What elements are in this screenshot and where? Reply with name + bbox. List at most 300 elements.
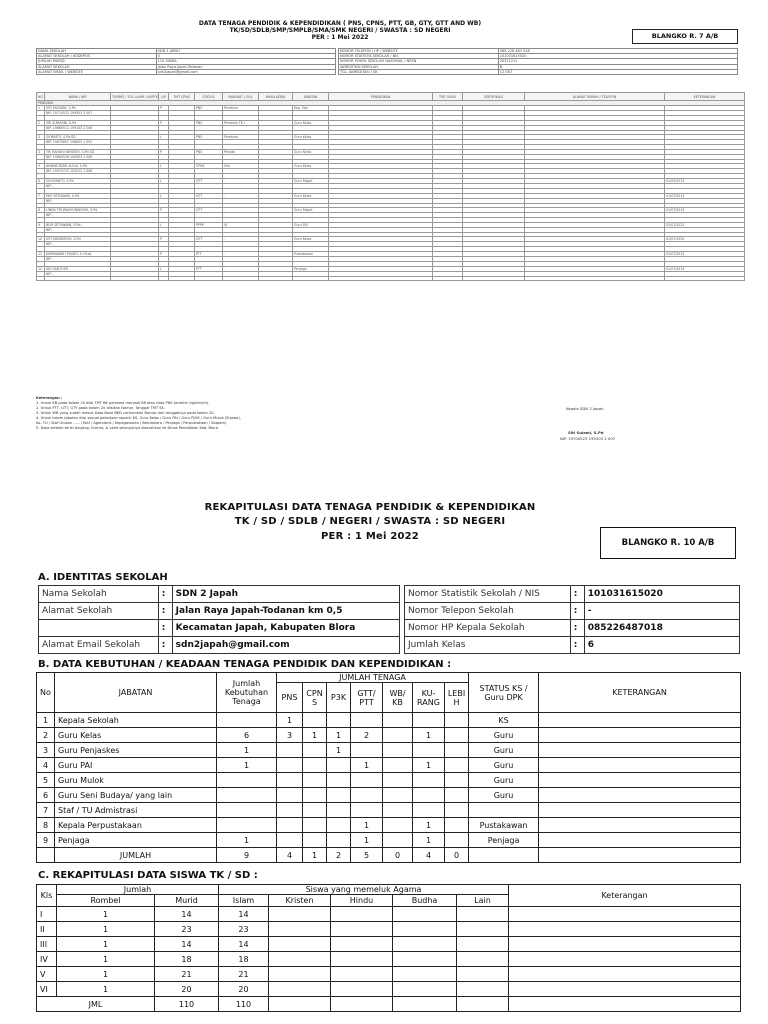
cell-status: Penjaga (469, 833, 539, 848)
sheet7-header: ALAMAT RUMAH / TELEPON (525, 93, 665, 101)
row-no: 7 (37, 193, 45, 198)
row-no: 10 (37, 237, 45, 242)
col-agama-2: Hindu (331, 895, 393, 907)
sheet7-staff-table (36, 92, 745, 281)
col-tenaga-4: WB/ KB (383, 683, 413, 713)
table-row (37, 907, 741, 922)
row-jabatan: Pustakawan (293, 251, 329, 256)
cell (393, 997, 457, 1012)
cell (37, 276, 45, 281)
cell-kurang (413, 803, 445, 818)
col-status: STATUS KS / Guru DPK (469, 673, 539, 713)
cell-islam: 23 (219, 922, 269, 937)
table-row (37, 743, 741, 758)
cell-kurang: 1 (413, 758, 445, 773)
identity-row (39, 586, 400, 603)
cell-status: KS (469, 713, 539, 728)
cell-gtt: 2 (351, 728, 383, 743)
row-no: 12 (37, 266, 45, 271)
identity-label: Alamat Sekolah (39, 603, 159, 620)
row-status: PNS (195, 120, 223, 125)
sheet7-header: MASA KERJA (259, 93, 293, 101)
identity-key: ALAMAT EMAIL / WEBSITE (37, 69, 157, 74)
identity-value: Jalan Raya Japah-Todanan (156, 64, 335, 69)
cell-keb (217, 818, 277, 833)
row-gender: L (159, 135, 169, 140)
col-agama: Siswa yang memeluk Agama (219, 885, 509, 895)
cell-gtt: 1 (351, 818, 383, 833)
row-status: PNS (195, 106, 223, 111)
row-no: 8 (37, 208, 45, 213)
cell-pns: 1 (277, 713, 303, 728)
cell-keterangan (509, 952, 741, 967)
row-name: NUR SETYAWAN, S.Pd.I (45, 222, 111, 227)
row-status: GTT (195, 193, 223, 198)
cell-keb: 1 (217, 833, 277, 848)
identity-value: 110 SISWA (156, 59, 335, 64)
identity-key: NAMA SEKOLAH (37, 49, 157, 54)
identity-row (39, 620, 400, 637)
identity-value: B (498, 64, 737, 69)
row-pangkat: - (223, 237, 259, 242)
cell-p3k (327, 773, 351, 788)
row-keterangan: 01/07/2020 (665, 237, 745, 242)
row-nip: NIP. 19680511 199103 2 006 (45, 125, 111, 130)
row-pangkat: Pembina (223, 106, 259, 111)
identity-label: Nomor Telepon Sekolah (405, 603, 571, 620)
row-nip: NIP. 19710523 199303 2 007 (45, 111, 111, 116)
cell-ket (539, 788, 741, 803)
row-nip: NIP. - (45, 256, 111, 261)
identity-key: NOMOR POKOK SEKOLAH NASIONAL / NPSN (339, 59, 499, 64)
row-gender: P (159, 106, 169, 111)
main-subtitle: TK / SD / SDLB / NEGERI / SWASTA : SD NEGERI (234, 516, 506, 527)
cell-pns: 3 (277, 728, 303, 743)
cell-lebih (445, 728, 469, 743)
row-jabatan: Guru Kelas (293, 193, 329, 198)
row-nip: NIP. 19970725 202012 1 008 (45, 169, 111, 174)
sheet7-header: TEMPAT / TGL LAHIR / NUPTK (112, 94, 158, 99)
sheet7-blangko: BLANGKO R. 7 A/B (632, 29, 738, 44)
cell-status: Pustakawan (469, 818, 539, 833)
cell-cpns (303, 818, 327, 833)
identity-separator: : (570, 586, 584, 603)
cell-jabatan: Kepala Sekolah (55, 713, 217, 728)
cell-kls: VI (37, 982, 57, 997)
cell-wb (383, 758, 413, 773)
cell-keb: 1 (217, 743, 277, 758)
identity-separator: : (570, 620, 584, 637)
col-agama-3: Budha (393, 895, 457, 907)
row-jabatan: Guru Kelas (293, 237, 329, 242)
cell-keb (217, 788, 277, 803)
sheet7-header: SERTIFIKASI (463, 93, 525, 101)
total-ket (539, 848, 741, 863)
sheet7-notes (36, 396, 241, 431)
row-name: SITI MASRUROH, S.Pd (45, 237, 111, 242)
cell-budha (393, 982, 457, 997)
cell-keterangan (509, 922, 741, 937)
sign-place: Kepala SDN 2 Japah (566, 406, 604, 411)
row-gender: P (159, 208, 169, 213)
cell-budha (393, 922, 457, 937)
row-pangkat: III/a (223, 164, 259, 169)
row-keterangan: 01/07/2019 (665, 208, 745, 213)
note-line: 1. Untuk KB pada kolom 20 diisi TMT BK pertama menjadi KB atau data PNS terakhir (tgl/bln/th). (36, 401, 210, 405)
row-pangkat: Pembina (223, 135, 259, 140)
row-keterangan: 01/07/2012 (665, 251, 745, 256)
row-name: KURNIAWATI PUJIATI, S.I.Pust (45, 251, 111, 256)
sheet7-section-label: PENDIDIK (37, 101, 745, 106)
row-gender: P (159, 120, 169, 125)
row-jabatan: Kep. Sek (293, 106, 329, 111)
cell-lain (457, 922, 509, 937)
row-status: GTT (195, 237, 223, 242)
cell-jabatan: Penjaga (55, 833, 217, 848)
identity-separator: : (158, 637, 172, 654)
cell-kristen (269, 967, 331, 982)
identity-value: 12 OKT (498, 69, 737, 74)
cell-islam: 14 (219, 937, 269, 952)
cell-ket (539, 803, 741, 818)
identity-value: 101031615020 (498, 54, 737, 59)
cell-cpns (303, 833, 327, 848)
table-row (37, 788, 741, 803)
cell-rombel: 1 (57, 982, 155, 997)
student-recap-table (36, 884, 741, 1012)
sheet7-header: NO (38, 94, 43, 99)
col-jumlah-tenaga: JUMLAH TENAGA (277, 673, 469, 683)
note-line: 4. Untuk kolom Jabatan diisi sesuai pekerjaan seperti KS, Guru Kelas / Guru PAI / Guru PJOK / Guru Mulok (B.Jawa), (36, 416, 241, 420)
identity-label: Alamat Email Sekolah (39, 637, 159, 654)
cell-pns (277, 788, 303, 803)
cell-gtt (351, 788, 383, 803)
total-lebih: 0 (445, 848, 469, 863)
cell-no: 2 (37, 728, 55, 743)
cell-gtt: 1 (351, 833, 383, 848)
row-status: PPPK (195, 222, 223, 227)
cell-kurang: 1 (413, 728, 445, 743)
cell-p3k (327, 788, 351, 803)
col-kls: Kls (37, 885, 57, 907)
cell-kurang: 1 (413, 818, 445, 833)
row-pangkat: Pembina TK.I (223, 120, 259, 125)
cell-no: 3 (37, 743, 55, 758)
row-nip: NIP. - (45, 213, 111, 218)
col-rombel: Rombel (57, 895, 155, 907)
total-keb: 9 (217, 848, 277, 863)
row-no: 1 (37, 106, 45, 111)
identity-key: NOMOR TELEPON / HP / WEBSITE (339, 49, 499, 54)
identity-value: - (584, 603, 739, 620)
cell-p3k (327, 818, 351, 833)
col-tenaga-3: GTT/ PTT (351, 683, 383, 713)
cell-kristen (269, 907, 331, 922)
cell (223, 276, 259, 281)
cell-kurang (413, 713, 445, 728)
cell-pns (277, 818, 303, 833)
cell-no: 6 (37, 788, 55, 803)
sheet7-row (37, 276, 745, 281)
cell-kristen (269, 982, 331, 997)
cell-murid: 14 (155, 937, 219, 952)
identity-row (339, 69, 738, 74)
cell-islam: 20 (219, 982, 269, 997)
cell-hindu (331, 907, 393, 922)
cell-status: Guru (469, 728, 539, 743)
note-line: 2. Untuk PTT, GTT, GTY pada kolom 20 diisikan Nomor, Tanggal TMT SK. (36, 406, 165, 410)
row-no: 3 (37, 135, 45, 140)
sheet-r7 (0, 0, 768, 480)
cell-lebih (445, 803, 469, 818)
cell (665, 276, 745, 281)
cell-p3k: 1 (327, 743, 351, 758)
cell-wb (383, 743, 413, 758)
identity-key: NOMOR STATISTIK SEKOLAH / NIS (339, 54, 499, 59)
row-pangkat: - (223, 193, 259, 198)
cell-pns (277, 743, 303, 758)
table-row (37, 773, 741, 788)
cell-lebih (445, 713, 469, 728)
row-status: PTT (195, 266, 223, 271)
cell-lain (457, 967, 509, 982)
cell-jabatan: Guru Seni Budaya/ yang lain (55, 788, 217, 803)
sheet7-identity-right (338, 48, 738, 75)
cell-hindu (331, 967, 393, 982)
identity-value: 0 (156, 54, 335, 59)
cell-kls: III (37, 937, 57, 952)
identity-row (39, 637, 400, 654)
total-row (37, 997, 741, 1012)
row-name: AHMAD RIZKI AULIA, S.Pd (45, 164, 111, 169)
col-agama-1: Kristen (269, 895, 331, 907)
sheet7-date: PER : 1 Mei 2022 (311, 34, 369, 41)
cell-cpns (303, 743, 327, 758)
cell-rombel: 1 (57, 907, 155, 922)
cell-hindu (331, 922, 393, 937)
identity-key: ALAMAT SEKOLAH (37, 64, 157, 69)
cell-no: 9 (37, 833, 55, 848)
cell-no: 4 (37, 758, 55, 773)
cell-status: Guru (469, 788, 539, 803)
total-label: JML (37, 997, 155, 1012)
total-pns: 4 (277, 848, 303, 863)
table-row (37, 818, 741, 833)
cell-kls: V (37, 967, 57, 982)
total-wb: 0 (383, 848, 413, 863)
cell-pns (277, 773, 303, 788)
table-row (37, 833, 741, 848)
row-nip: NIP. - (45, 271, 111, 276)
row-name: TRI RAHAYU NINGSIH, S.Pd.SD (45, 149, 111, 154)
sheet7-header: KETERANGAN (665, 93, 745, 101)
cell-budha (393, 907, 457, 922)
col-jumlah: Jumlah (57, 885, 219, 895)
cell-kurang (413, 743, 445, 758)
cell-keterangan (509, 967, 741, 982)
identity-row (405, 620, 740, 637)
table-row (37, 713, 741, 728)
cell-budha (393, 967, 457, 982)
cell-rombel: 1 (57, 922, 155, 937)
identity-key: JUMLAH MURID (37, 59, 157, 64)
cell-kurang: 1 (413, 833, 445, 848)
cell (463, 276, 525, 281)
cell-status: Guru (469, 758, 539, 773)
identity-row (39, 603, 400, 620)
total-cpns: 1 (303, 848, 327, 863)
table-row (37, 728, 741, 743)
col-no: No (37, 673, 55, 713)
cell-cpns (303, 773, 327, 788)
cell (169, 276, 195, 281)
row-no: 9 (37, 222, 45, 227)
main-date: PER : 1 Mei 2022 (321, 531, 419, 542)
cell-lebih (445, 758, 469, 773)
sheet7-header: PENDIDIKAN (329, 93, 433, 101)
col-tenaga-0: PNS (277, 683, 303, 713)
cell-keterangan (509, 982, 741, 997)
row-gender: L (159, 178, 169, 183)
cell (293, 276, 329, 281)
total-murid: 110 (155, 997, 219, 1012)
cell-lain (457, 982, 509, 997)
row-gender: P (159, 149, 169, 154)
row-no: 6 (37, 178, 45, 183)
cell-wb (383, 833, 413, 848)
cell-wb (383, 773, 413, 788)
table-row (37, 967, 741, 982)
cell (45, 276, 111, 281)
table-row (37, 803, 741, 818)
cell-gtt (351, 743, 383, 758)
cell-wb (383, 713, 413, 728)
row-jabatan: Guru PAI (293, 222, 329, 227)
cell-status (469, 803, 539, 818)
row-nip: NIP. - (45, 227, 111, 232)
identity-value: SDN 2 Japah (172, 586, 399, 603)
cell-p3k (327, 713, 351, 728)
cell-murid: 23 (155, 922, 219, 937)
cell-rombel: 1 (57, 952, 155, 967)
total-label: JUMLAH (55, 848, 217, 863)
cell-ket (539, 743, 741, 758)
cell-keterangan (509, 907, 741, 922)
identity-label: Nomor Statistik Sekolah / NIS (405, 586, 571, 603)
cell-wb (383, 728, 413, 743)
cell-no: 7 (37, 803, 55, 818)
col-kebutuhan: Jumlah Kebutuhan Tenaga (217, 673, 277, 713)
row-pangkat: IX (223, 222, 259, 227)
identity-label: Jumlah Kelas (405, 637, 571, 654)
identity-row (405, 586, 740, 603)
col-jabatan: JABATAN (55, 673, 217, 713)
cell-lebih (445, 743, 469, 758)
cell-ket (539, 758, 741, 773)
sheet7-header: NAMA / NIP (45, 93, 111, 101)
row-name: EKO SETIAWAN, S.Pd (45, 193, 111, 198)
sheet7-header: STATUS (195, 93, 223, 101)
row-name: SUYANTO, S.Pd.SD (45, 135, 111, 140)
total-row (37, 848, 741, 863)
note-line: Ka. TU / Staf Urusan ...... (Staf / Agendaris / Kepegawaian / Bendahara / Penjaga / Perpustakaan / Satpam) (36, 421, 227, 425)
row-jabatan: Penjaga (293, 266, 329, 271)
main-title: REKAPITULASI DATA TENAGA PENDIDIK & KEPENDIDIKAN (204, 502, 536, 513)
main-blangko: BLANGKO R. 10 A/B (600, 527, 736, 559)
total-islam: 110 (219, 997, 269, 1012)
sheet7-header: JABATAN (293, 93, 329, 101)
cell-lebih (445, 818, 469, 833)
identity-separator: : (158, 620, 172, 637)
cell (111, 276, 159, 281)
identity-row (405, 603, 740, 620)
row-jabatan: Guru Mapel (293, 178, 329, 183)
sheet7-title: DATA TENAGA PENDIDIK & KEPENDIDIKAN ( PNS, CPNS, PTT, GB, GTY, GTT AND WB) (198, 20, 482, 27)
identity-value: 085 226 487 018 (498, 49, 737, 54)
cell-cpns: 1 (303, 728, 327, 743)
row-pangkat: - (223, 251, 259, 256)
cell (329, 276, 433, 281)
row-jabatan: Guru Kelas (293, 135, 329, 140)
section-a-title: A. IDENTITAS SEKOLAH (38, 572, 168, 583)
cell (457, 997, 509, 1012)
cell-status: Guru (469, 773, 539, 788)
cell-lebih (445, 788, 469, 803)
table-row (37, 937, 741, 952)
cell-kls: I (37, 907, 57, 922)
identity-value: 085226487018 (584, 620, 739, 637)
row-pangkat: - (223, 266, 259, 271)
cell-pns (277, 758, 303, 773)
cell-islam: 21 (219, 967, 269, 982)
identity-separator: : (570, 603, 584, 620)
cell-cpns (303, 788, 327, 803)
cell-hindu (331, 952, 393, 967)
cell (525, 276, 665, 281)
cell-keb (217, 713, 277, 728)
col-tenaga-2: P3K (327, 683, 351, 713)
cell-keterangan (509, 937, 741, 952)
cell-kls: II (37, 922, 57, 937)
cell-kurang (413, 773, 445, 788)
row-nip: NIP. 19860526 200903 2 008 (45, 154, 111, 159)
cell (269, 997, 331, 1012)
cell-ket (539, 818, 741, 833)
total-kurang: 4 (413, 848, 445, 863)
cell-wb (383, 788, 413, 803)
row-no: 4 (37, 149, 45, 154)
row-jabatan: Guru Mapel (293, 208, 329, 213)
section-b-title: B. DATA KEBUTUHAN / KEADAAN TENAGA PENDIDIK DAN KEPENDIDIKAN : (38, 659, 452, 670)
cell-cpns (303, 803, 327, 818)
sign-name: Siti Sulami, S.Pd (568, 430, 604, 435)
identity-value: 20311211 (498, 59, 737, 64)
cell-hindu (331, 982, 393, 997)
staff-needs-table (36, 672, 741, 863)
cell-ket (539, 713, 741, 728)
total-p3k: 2 (327, 848, 351, 863)
col-c-keterangan: Keterangan (509, 885, 741, 907)
cell-murid: 20 (155, 982, 219, 997)
row-name: LINDA TRI WAHYUNINGSIH, S.Pd (45, 208, 111, 213)
section-c-title: C. REKAPITULASI DATA SISWA TK / SD : (38, 870, 258, 881)
row-pangkat: - (223, 208, 259, 213)
identity-left-table (38, 585, 400, 654)
cell-keb (217, 803, 277, 818)
row-gender: L (159, 266, 169, 271)
col-agama-0: Islam (219, 895, 269, 907)
identity-label (39, 620, 159, 637)
